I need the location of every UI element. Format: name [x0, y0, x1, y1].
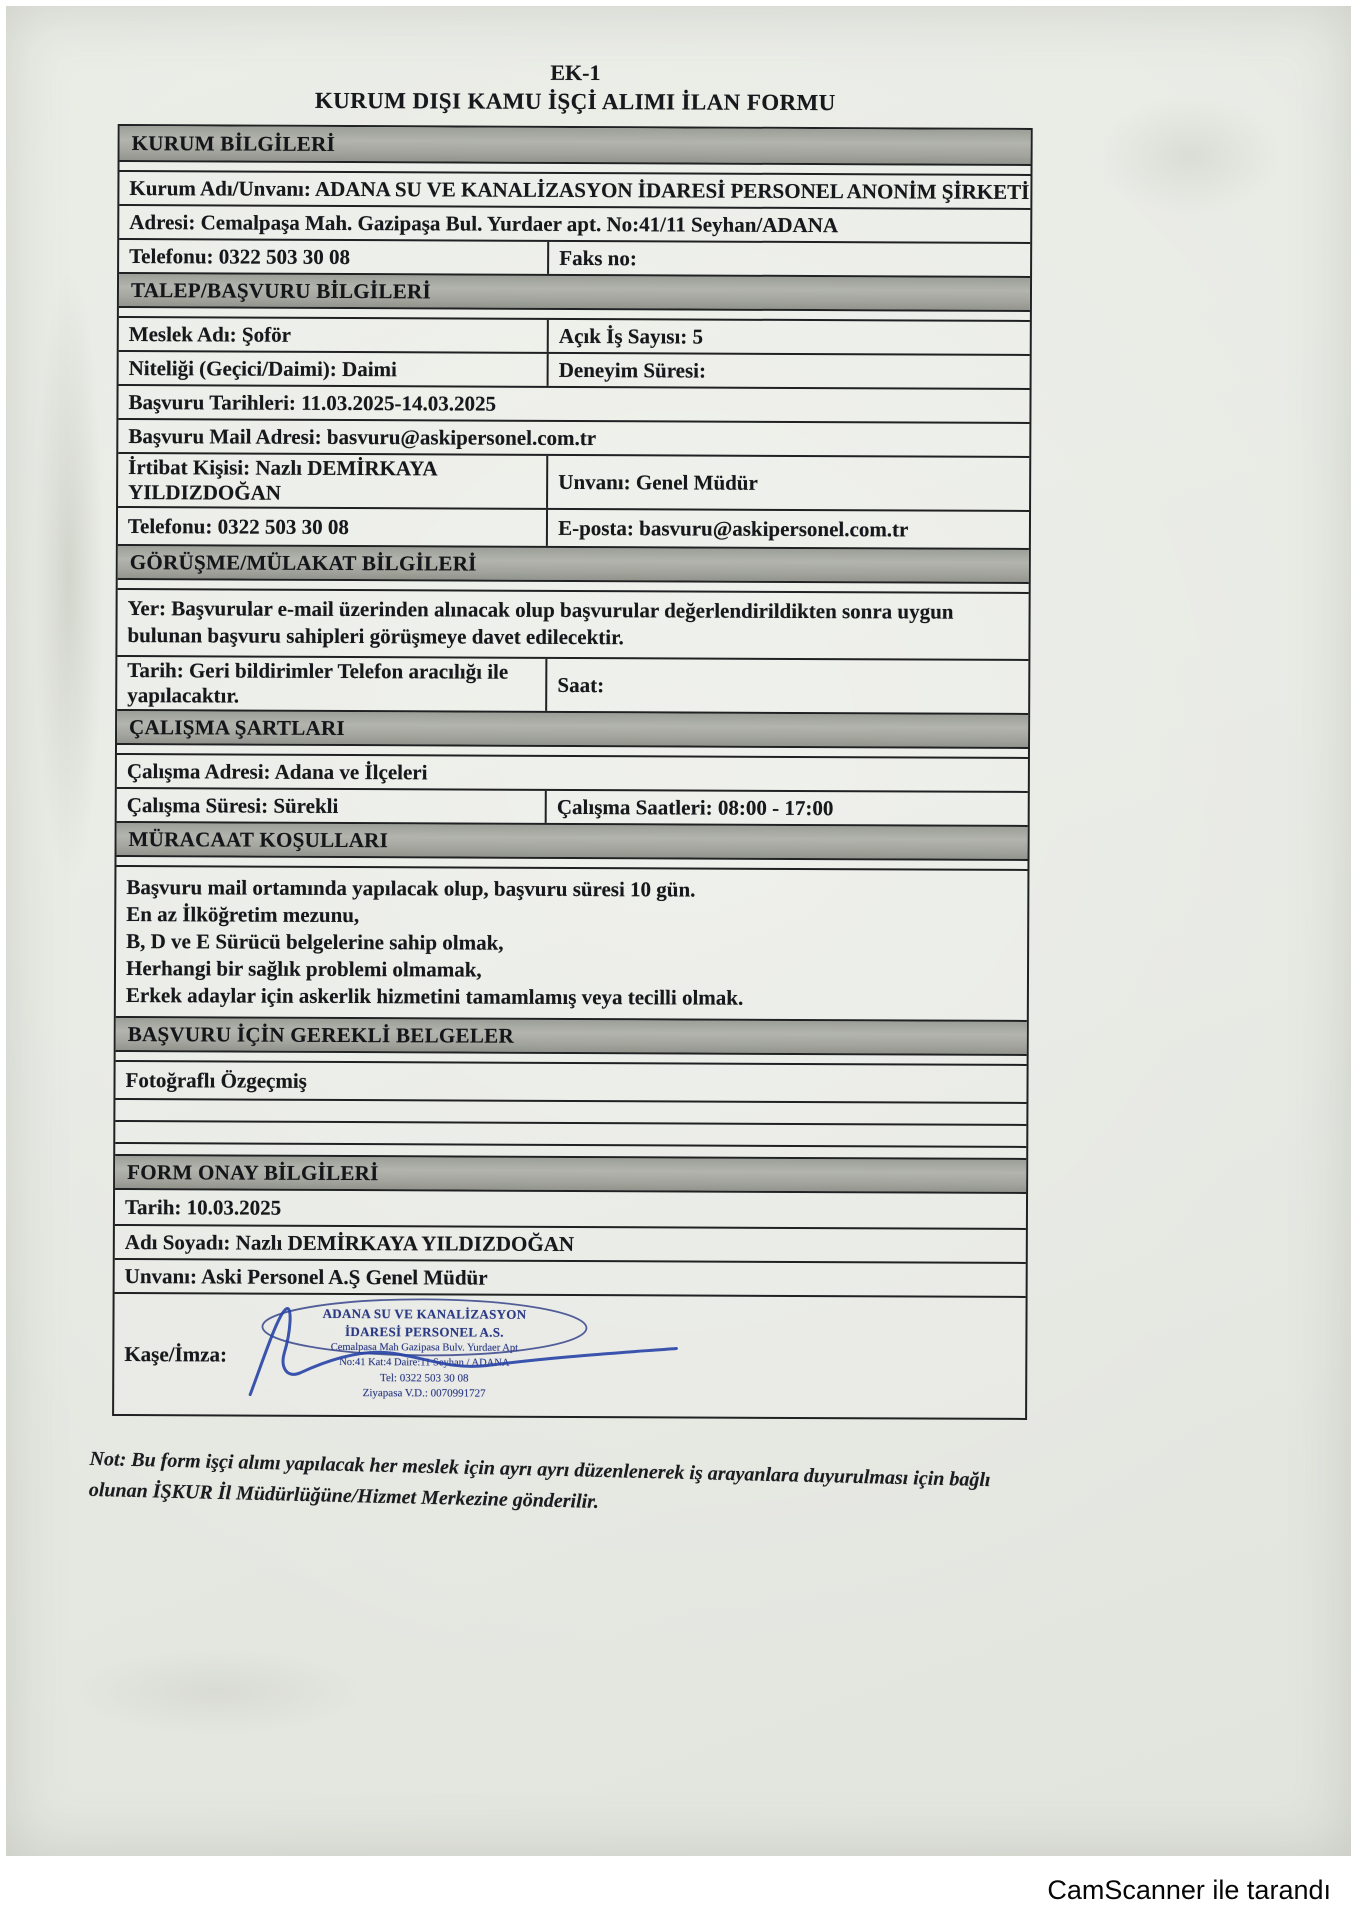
field-basvuru-mail: Başvuru Mail Adresi: basvuru@askipersonel.com.tr — [118, 418, 1029, 456]
row-telefon-faks — [119, 238, 1030, 276]
row-tarih-saat — [117, 655, 1028, 713]
section-header-muracaat-kosullari: MÜRACAAT KOŞULLARI — [117, 821, 1028, 861]
stamp-line: Ziyapasa V.D.: 0070991727 — [362, 1387, 486, 1400]
field-belge-1: Fotoğraflı Özgeçmiş — [115, 1060, 1026, 1102]
footer-note-prefix: Not: — [89, 1447, 127, 1471]
form-table — [112, 124, 1033, 1420]
section-header-gorusme-mulakat: GÖRÜŞME/MÜLAKAT BİLGİLERİ — [118, 544, 1029, 584]
field-faks-no: Faks no: — [547, 242, 1030, 276]
field-irtibat-eposta: E-posta: basvuru@askipersonel.com.tr — [546, 510, 1029, 548]
field-basvuru-tarihleri: Başvuru Tarihleri: 11.03.2025-14.03.2025 — [118, 384, 1029, 422]
field-onay-unvani: Unvanı: Aski Personel A.Ş Genel Müdür — [115, 1258, 1026, 1296]
scanner-credit: CamScanner ile tarandı — [1047, 1875, 1331, 1905]
field-gorusme-saat: Saat: — [545, 659, 1028, 713]
field-niteligi: Niteliği (Geçici/Daimi): Daimi — [128, 355, 397, 381]
scan-artifact — [66, 1646, 366, 1736]
scan-area — [6, 6, 1351, 1856]
section-header-kurum-bilgileri: KURUM BİLGİLERİ — [120, 126, 1031, 166]
section-header-calisma-sartlari: ÇALIŞMA ŞARTLARI — [117, 709, 1028, 749]
muracaat-line: Erkek adaylar için askerlik hizmetini tamamlamış veya tecilli olmak. — [125, 983, 744, 1010]
section-header-gerekli-belgeler: BAŞVURU İÇİN GEREKLİ BELGELER — [116, 1016, 1027, 1056]
row-calisma-suresi-saatleri — [117, 787, 1028, 825]
footer-note — [88, 1444, 991, 1527]
field-onay-adi-soyadi: Adı Soyadı: Nazlı DEMİRKAYA YILDIZDOĞAN — [115, 1224, 1026, 1262]
section-header-talep-basvuru: TALEP/BAŞVURU BİLGİLERİ — [119, 272, 1030, 312]
field-onay-tarih: Tarih: 10.03.2025 — [124, 1194, 282, 1220]
field-kurum-adi: Kurum Adı/Unvanı: ADANA SU VE KANALİZASYON İDARESİ PERSONEL ANONİM ŞİRKETİ — [119, 170, 1030, 208]
stamp-line: No:41 Kat:4 Daire:11 Seyhan / ADANA — [339, 1357, 510, 1369]
field-calisma-saatleri: Çalışma Saatleri: 08:00 - 17:00 — [545, 791, 1028, 825]
field-kase-imza-label: Kaşe/İmza: — [124, 1341, 228, 1366]
stamp-line: ADANA SU VE KANALİZASYON — [322, 1305, 527, 1322]
stamp-line: Tel: 0322 503 30 08 — [379, 1371, 469, 1385]
row-telefon-eposta — [118, 506, 1029, 548]
field-calisma-suresi: Çalışma Süresi: Sürekli — [126, 792, 339, 818]
muracaat-kosullari-block — [116, 865, 1028, 1020]
field-kurum-telefonu: Telefonu: 0322 503 30 08 — [129, 243, 351, 269]
stamp-line: İDARESİ PERSONEL A.S. — [345, 1324, 504, 1340]
section-header-form-onay: FORM ONAY BİLGİLERİ — [115, 1154, 1026, 1194]
field-kurum-adresi: Adresi: Cemalpaşa Mah. Gazipaşa Bul. Yurdaer apt. No:41/11 Seyhan/ADANA — [119, 204, 1030, 242]
row-meslek-acik-is — [119, 316, 1030, 354]
stamp-line: Cemalpasa Mah Gazipasa Bulv. Yurdaer Apt — [330, 1342, 519, 1355]
field-calisma-adresi: Çalışma Adresi: Adana ve İlçeleri — [117, 753, 1028, 791]
muracaat-line: Başvuru mail ortamında yapılacak olup, başvuru süresi 10 gün. — [126, 875, 696, 902]
field-acik-is-sayisi: Açık İş Sayısı: 5 — [547, 320, 1030, 354]
field-irtibat-unvani: Unvanı: Genel Müdür — [546, 456, 1029, 510]
row-irtibat-unvani — [118, 452, 1029, 510]
form-document — [6, 6, 1351, 1513]
row-kase-imza — [114, 1292, 1026, 1418]
page-title: KURUM DIŞI KAMU İŞÇİ ALIMI İLAN FORMU — [314, 87, 836, 116]
form-wrapper — [88, 58, 1033, 1513]
footer-note-body: Bu form işçi alımı yapılacak her meslek için ayrı ayrı düzenlenerek iş arayanlara duyurulması için bağlı olunan İŞKUR İl Müdürlüğüne/Hizmet Merkezine gönderilir. — [88, 1448, 991, 1513]
muracaat-line: En az İlköğretim mezunu, — [126, 902, 360, 928]
form-code: EK-1 — [550, 59, 601, 86]
muracaat-line: Herhangi bir sağlık problemi olmamak, — [125, 956, 482, 982]
row-niteligi-deneyim — [119, 350, 1030, 388]
field-deneyim-suresi: Deneyim Süresi: — [547, 354, 1030, 388]
field-irtibat-kisisi: İrtibat Kişisi: Nazlı DEMİRKAYA YILDIZDOĞAN — [128, 455, 437, 505]
field-irtibat-telefonu: Telefonu: 0322 503 30 08 — [127, 513, 349, 539]
field-meslek-adi: Meslek Adı: Şoför — [128, 321, 292, 347]
muracaat-line: B, D ve E Sürücü belgelerine sahip olmak, — [126, 929, 504, 955]
field-gorusme-yer — [117, 588, 1028, 659]
gorusme-yer-text: Yer: Başvurular e-mail üzerinden alınacak olup başvurular değerlendirildikten sonra uygun bulunan başvuru sahipleri görüşmeye davet edilecektir. — [127, 596, 954, 650]
signature — [234, 1295, 695, 1419]
field-gorusme-tarih: Tarih: Geri bildirimler Telefon aracılığı ile yapılacaktır. — [127, 658, 509, 708]
